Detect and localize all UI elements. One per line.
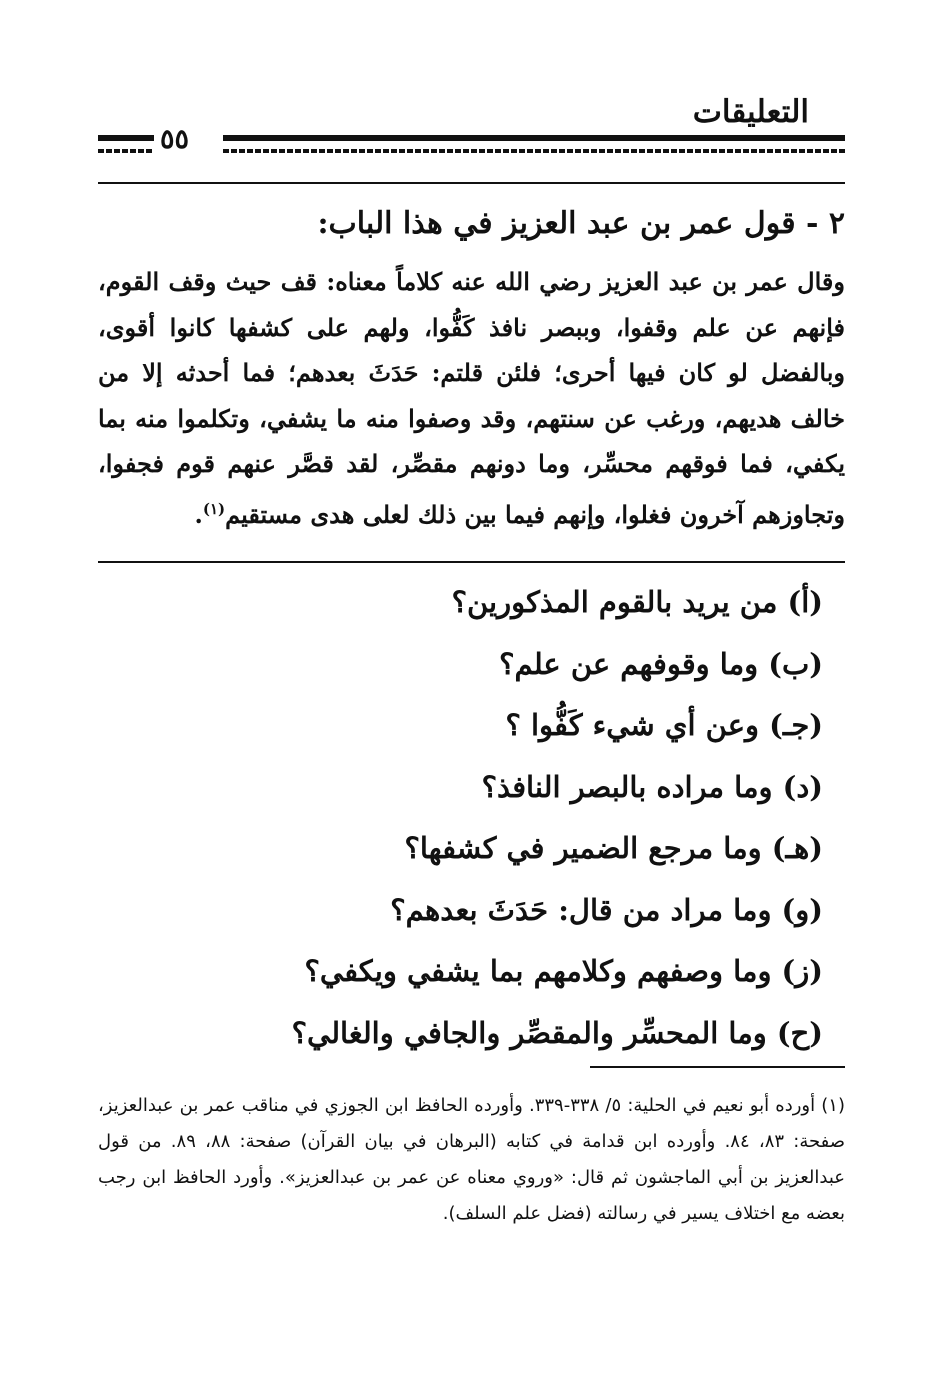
footnote-reference[interactable]: (١) [202,499,226,518]
footnote-text: (١) أورده أبو نعيم في الحلية: ٥/ ٣٣٨-٣٣٩. وأورده الحافظ ابن الجوزي في مناقب عمر بن عبدالعزيز، صفحة: ٨٣، ٨٤. وأورده ابن قدامة في كتابه (البرهان في بيان القرآن) صفحة: ٨٨، ٨٩. من قول عبدالعزيز بن أبي الماجشون ثم قال: «وروي معناه عن عمر بن عبدالعزيز». وأورد الحافظ ابن رجب بعضه مع اختلاف يسير في رسالته (فضل علم السلف). [98,1095,846,1224]
section-heading: ٢ - قول عمر بن عبد العزيز في هذا الباب: [317,206,845,241]
quote-paragraph [98,259,845,537]
divider-middle [98,561,845,563]
header-thick-line-left [98,135,154,141]
header-rule-left [98,132,154,158]
running-title: التعليقات [692,94,809,130]
header-rule-right [223,132,845,158]
question-item: (ب) وما وقوفهم عن علم؟ [499,646,823,681]
question-item: (هـ) وما مرجع الضمير في كشفها؟ [404,831,823,865]
footnote-separator [590,1066,845,1068]
header-dashed-line [223,149,845,153]
question-item: (أ) من يريد بالقوم المذكورين؟ [451,585,823,619]
questions-list [292,572,823,1064]
quote-text: وقال عمر بن عبد العزيز رضي الله عنه كلاماً معناه: قف حيث وقف القوم، فإنهم عن علم وقفوا، وببصر نافذ كَفُّوا، ولهم على كشفها كانوا أقوى، وبالفضل لو كان فيها أحرى؛ فلئن قلتم: حَدَثَ بعدهم؛ فما أحدثه إلا من خالف هديهم، ورغب عن سنتهم، وقد وصفوا منه ما يشفي، وتكلموا منه بما يكفي، فما فوقهم محسِّر، وما دونهم مقصِّر، لقد قصَّر عنهم قوم فجفوا، وتجاوزهم آخرون فغلوا، وإنهم فيما بين ذلك لعلى هدى مستقيم [98,267,846,529]
header-thick-line [223,135,845,141]
question-item: (د) وما مراده بالبصر النافذ؟ [481,769,823,804]
divider-top [98,182,845,184]
header-dashed-line-left [98,149,154,153]
paragraph-end: . [194,499,203,529]
question-item: (ز) وما وصفهم وكلامهم بما يشفي ويكفي؟ [304,954,823,988]
question-item: (جـ) وعن أي شيء كَفُّوا ؟ [505,708,823,742]
question-item: (ح) وما المحسِّر والمقصِّر والجافي والغالي؟ [291,1015,823,1050]
question-item: (و) وما مراد من قال: حَدَثَ بعدهم؟ [390,892,823,927]
page-number: ٥٥ [160,124,190,155]
